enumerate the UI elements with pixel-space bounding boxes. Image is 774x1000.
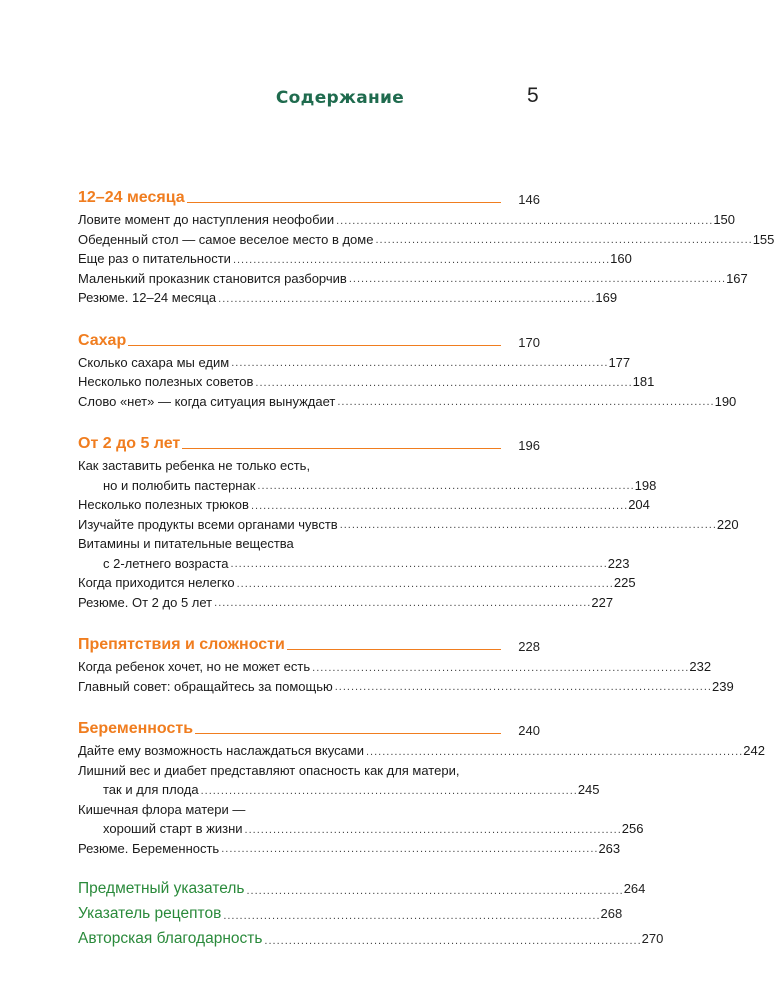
entry-page-number: 181 bbox=[632, 374, 655, 389]
entry-title: Сколько сахара мы едим bbox=[78, 354, 230, 370]
entry-page-number: 225 bbox=[613, 575, 636, 590]
entry-title: Резюме. От 2 до 5 лет bbox=[78, 594, 213, 610]
section-page-number: 170 bbox=[518, 334, 540, 350]
section-rule bbox=[187, 202, 501, 203]
toc-entry[interactable] bbox=[78, 372, 655, 392]
dot-leader: ............................................................................................. bbox=[255, 376, 633, 389]
table-of-contents bbox=[78, 183, 774, 951]
dot-leader: ............................................................................................. bbox=[232, 253, 611, 266]
toc-entry[interactable] bbox=[78, 476, 657, 496]
entry-text-line[interactable]: Витамины и питательные вещества bbox=[78, 536, 294, 551]
entry-page-number: 169 bbox=[595, 290, 618, 305]
dot-leader: ............................................................................................. bbox=[200, 784, 578, 797]
entry-title: Когда ребенок хочет, но не может есть bbox=[78, 659, 311, 674]
entry-page-number: 177 bbox=[608, 354, 631, 370]
entry-page-number: 167 bbox=[726, 270, 748, 286]
dot-leader: ............................................................................................. bbox=[246, 885, 624, 897]
page-header bbox=[0, 84, 680, 112]
entry-page-number: 155 bbox=[752, 231, 774, 247]
dot-leader: ............................................................................................. bbox=[230, 558, 608, 570]
toc-entry[interactable] bbox=[78, 249, 632, 269]
entry-title: Главный совет: обращайтесь за помощью bbox=[78, 678, 333, 694]
section-title: 12–24 месяца bbox=[78, 189, 185, 206]
entry-title: Несколько полезных трюков bbox=[78, 497, 249, 512]
toc-entry[interactable] bbox=[78, 269, 748, 289]
toc-entry[interactable] bbox=[78, 819, 644, 839]
back-matter-entry[interactable] bbox=[78, 876, 646, 901]
entry-page-number: 263 bbox=[598, 840, 621, 856]
entry-text-line[interactable]: Кишечная флора матери — bbox=[78, 801, 246, 817]
entry-page-number: 160 bbox=[610, 251, 632, 266]
entry-page-number: 242 bbox=[743, 743, 765, 758]
entry-title: Резюме. Беременность bbox=[78, 840, 220, 856]
toc-entry[interactable] bbox=[78, 839, 621, 859]
toc-entry[interactable] bbox=[78, 495, 650, 515]
section-rule bbox=[128, 345, 501, 346]
entry-title: Слово «нет» — когда ситуация вынуждает bbox=[78, 393, 336, 409]
back-matter-page-number: 268 bbox=[600, 906, 623, 921]
dot-leader: ............................................................................................. bbox=[366, 745, 744, 758]
toc-section bbox=[78, 326, 737, 412]
entry-page-number: 204 bbox=[628, 497, 650, 512]
dot-leader: ............................................................................................. bbox=[218, 292, 596, 305]
toc-section bbox=[78, 183, 774, 308]
section-heading[interactable] bbox=[78, 630, 540, 654]
section-page-number: 146 bbox=[518, 192, 540, 207]
toc-entry[interactable] bbox=[78, 230, 774, 250]
entry-page-number: 150 bbox=[713, 212, 736, 227]
entry-page-number: 245 bbox=[577, 782, 600, 797]
dot-leader: ............................................................................................. bbox=[337, 396, 715, 408]
entry-page-number: 256 bbox=[621, 821, 644, 836]
dot-leader: ............................................................................................. bbox=[375, 234, 753, 246]
section-heading[interactable] bbox=[78, 714, 540, 738]
toc-entry[interactable] bbox=[78, 573, 636, 593]
back-matter-title: Предметный указатель bbox=[78, 880, 245, 897]
section-rule bbox=[287, 649, 501, 650]
entry-page-number: 227 bbox=[591, 594, 614, 610]
entry-title: Обеденный стол — самое веселое место в доме bbox=[78, 231, 374, 247]
section-title: Препятствия и сложности bbox=[78, 636, 285, 653]
dot-leader: ............................................................................................. bbox=[348, 273, 727, 285]
back-matter-page-number: 264 bbox=[623, 881, 646, 896]
dot-leader: ............................................................................................. bbox=[214, 597, 592, 609]
toc-section bbox=[78, 714, 765, 858]
dot-leader: ............................................................................................. bbox=[231, 357, 609, 369]
toc-section bbox=[78, 630, 734, 696]
page-number: 5 bbox=[527, 84, 539, 107]
section-heading[interactable] bbox=[78, 183, 540, 207]
dot-leader: ............................................................................................. bbox=[334, 681, 712, 693]
dot-leader: ............................................................................................. bbox=[257, 480, 635, 492]
toc-entry[interactable] bbox=[78, 288, 618, 308]
dot-leader: ............................................................................................. bbox=[312, 661, 690, 674]
section-rule bbox=[195, 733, 501, 734]
entry-title: Несколько полезных советов bbox=[78, 374, 254, 389]
entry-title: с 2-летнего возраста bbox=[103, 555, 229, 571]
dot-leader: ............................................................................................. bbox=[221, 843, 599, 855]
dot-leader: ............................................................................................. bbox=[244, 823, 622, 836]
back-matter-title: Указатель рецептов bbox=[78, 905, 222, 922]
page-title: Содержание bbox=[275, 88, 405, 108]
toc-entry[interactable] bbox=[78, 554, 630, 574]
back-matter bbox=[78, 876, 664, 951]
section-page-number: 196 bbox=[518, 438, 540, 453]
entry-title: Маленький проказник становится разборчив bbox=[78, 270, 347, 286]
dot-leader: ............................................................................................. bbox=[264, 935, 642, 947]
entry-title: так и для плода bbox=[103, 782, 199, 797]
entry-text-line[interactable]: Лишний вес и диабет представляют опасность как для матери, bbox=[78, 762, 460, 778]
dot-leader: ............................................................................................. bbox=[236, 577, 614, 590]
entry-title: Дайте ему возможность наслаждаться вкусами bbox=[78, 743, 364, 758]
section-title: Беременность bbox=[78, 720, 194, 737]
section-title: От 2 до 5 лет bbox=[78, 435, 181, 452]
entry-title: Еще раз о питательности bbox=[78, 251, 231, 266]
entry-title: Изучайте продукты всеми органами чувств bbox=[78, 516, 338, 532]
entry-page-number: 223 bbox=[607, 555, 630, 571]
toc-entry[interactable] bbox=[78, 353, 631, 373]
toc-entry[interactable] bbox=[78, 593, 614, 613]
entry-title: хороший старт в жизни bbox=[103, 821, 243, 836]
entry-text-line[interactable]: Как заставить ребенка не только есть, bbox=[78, 458, 311, 473]
entry-page-number: 220 bbox=[716, 516, 739, 532]
toc-entry[interactable] bbox=[78, 210, 736, 230]
back-matter-entry[interactable] bbox=[78, 901, 623, 926]
entry-title: Резюме. 12–24 месяца bbox=[78, 290, 217, 305]
back-matter-page-number: 270 bbox=[641, 931, 664, 946]
toc-section bbox=[78, 429, 739, 612]
entry-page-number: 190 bbox=[714, 393, 737, 409]
dot-leader: ............................................................................................. bbox=[339, 519, 717, 531]
back-matter-title: Авторская благодарность bbox=[78, 930, 263, 947]
section-page-number: 240 bbox=[518, 723, 540, 738]
entry-page-number: 198 bbox=[634, 477, 657, 493]
back-matter-entry[interactable] bbox=[78, 926, 664, 951]
entry-page-number: 232 bbox=[689, 659, 712, 674]
section-heading[interactable] bbox=[78, 326, 540, 350]
dot-leader: ............................................................................................. bbox=[223, 910, 601, 922]
section-title: Сахар bbox=[78, 331, 127, 349]
toc-entry[interactable] bbox=[78, 780, 600, 800]
toc-entry[interactable] bbox=[78, 677, 734, 697]
toc-entry[interactable] bbox=[78, 392, 737, 412]
toc-entry[interactable] bbox=[78, 657, 712, 677]
section-heading[interactable] bbox=[78, 429, 540, 453]
toc-entry[interactable] bbox=[78, 515, 739, 535]
entry-page-number: 239 bbox=[711, 678, 734, 694]
dot-leader: ............................................................................................. bbox=[250, 499, 629, 512]
section-page-number: 228 bbox=[518, 639, 540, 654]
entry-title: Ловите момент до наступления неофобии bbox=[78, 212, 335, 227]
entry-title: но и полюбить пастернак bbox=[103, 477, 256, 493]
section-rule bbox=[182, 448, 501, 449]
toc-entry[interactable] bbox=[78, 741, 765, 761]
entry-title: Когда приходится нелегко bbox=[78, 575, 235, 590]
dot-leader: ............................................................................................. bbox=[336, 214, 714, 227]
